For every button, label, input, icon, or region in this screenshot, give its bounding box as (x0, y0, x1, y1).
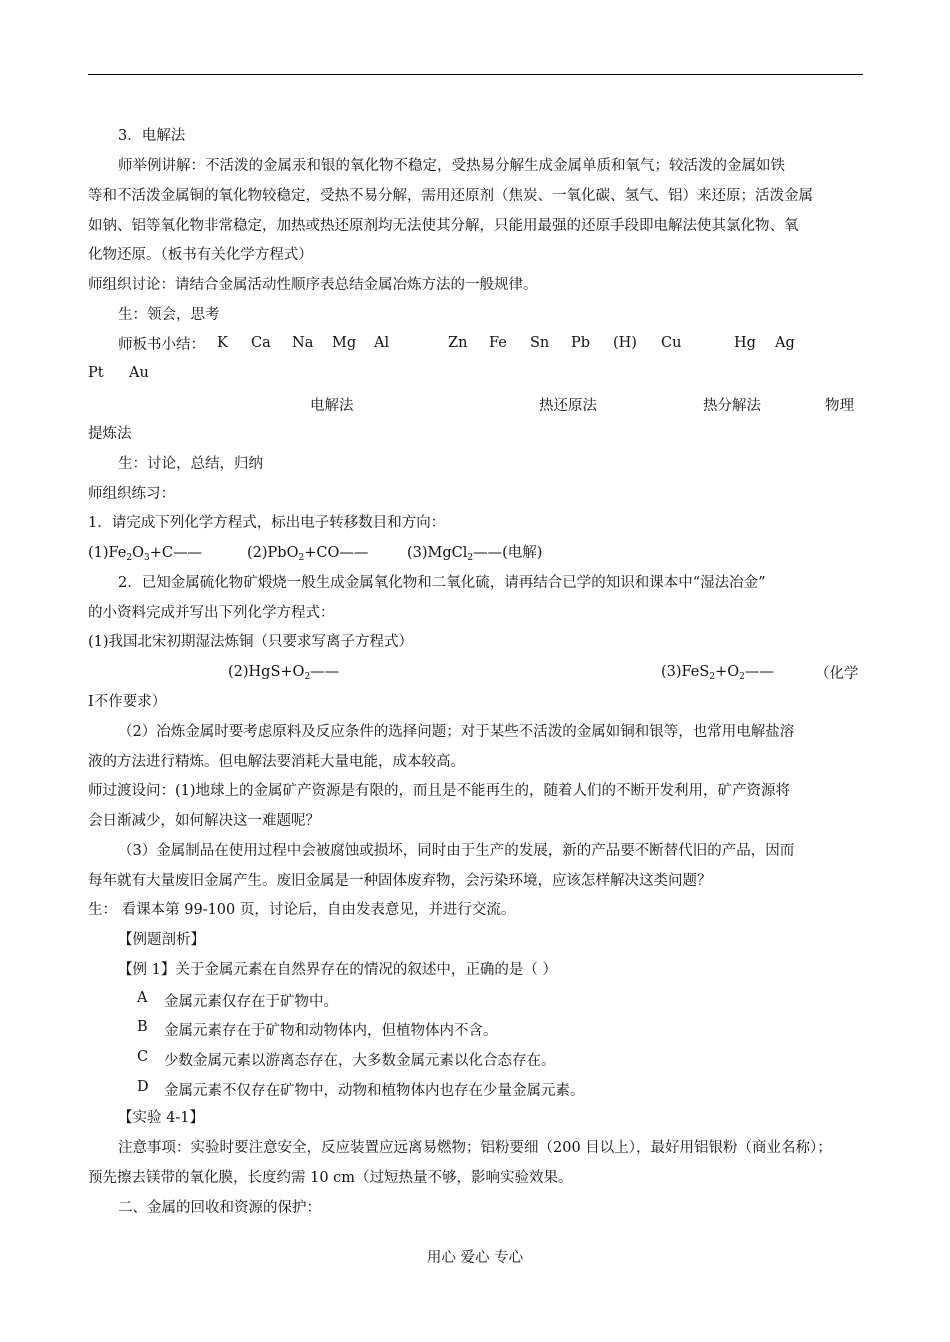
option-a-text: 金属元素仅存在于矿物中。 (164, 994, 338, 1010)
paragraph-line: 等和不活泼金属铜的氧化物较稳定，受热不易分解，需用还原剂（焦炭、一氧化碳、氢气、铝）来还原；活泼金属 (88, 188, 813, 204)
paragraph-line: 注意事项：实验时要注意安全，反应装置应远离易燃物；铝粉要细（200 目以上），最好用铝银粉（商业名称）； (118, 1140, 832, 1156)
equation-4: $(2)HgS+O_2——$ (228, 664, 340, 682)
equation-1: $(1)Fe_2O_3+C——$ (88, 545, 202, 563)
paragraph-line: 生：领会，思考 (118, 307, 220, 323)
option-b-text: 金属元素存在于矿物和动物体内，但植物体内不含。 (164, 1023, 498, 1039)
equation-note: （化学 (815, 666, 859, 682)
paragraph-line: 化物还原。（板书有关化学方程式） (88, 247, 313, 263)
option-d-text: 金属元素不仅存在矿物中，动物和植物体内也存在少量金属元素。 (164, 1083, 585, 1099)
method-label: 提炼法 (88, 426, 132, 442)
paragraph-line: （2）冶炼金属时要考虑原料及反应条件的选择问题；对于某些不活泼的金属如铜和银等，也常用电解盐溶 (118, 724, 795, 740)
element-symbol: Ag (775, 335, 795, 351)
experiment-heading: 【实验 4-1】 (118, 1110, 204, 1126)
paragraph-line: 师组织讨论：请结合金属活动性顺序表总结金属冶炼方法的一般规律。 (88, 277, 538, 293)
paragraph-line: 如钠、铝等氧化物非常稳定，加热或热还原剂均无法使其分解，只能用最强的还原手段即电解法使其氯化物、氧 (88, 218, 799, 234)
section-heading: 二、金属的回收和资源的保护： (118, 1200, 321, 1216)
equation-2: (2)PbO$_2$+CO—— (247, 545, 369, 563)
element-symbol: Na (292, 335, 314, 351)
element-symbol: Cu (661, 335, 682, 351)
element-symbol: Mg (332, 335, 357, 351)
paragraph-line: Ⅰ不作要求） (88, 694, 167, 710)
method-label: 电解法 (310, 398, 354, 414)
element-symbol: Pb (571, 335, 591, 351)
section-heading: 3．电解法 (118, 128, 186, 144)
element-symbol: Sn (530, 335, 550, 351)
element-symbol: Ca (251, 335, 271, 351)
equation-3: (3)MgCl$_2$——(电解) (407, 545, 543, 563)
header-rule (88, 74, 863, 75)
board-summary-label: 师板书小结： (118, 337, 205, 353)
element-symbol: Fe (489, 335, 507, 351)
paragraph-line: 会日渐减少，如何解决这一难题呢？ (88, 813, 320, 829)
option-a-letter: A (137, 990, 148, 1006)
example-question: 【例 1】关于金属元素在自然界存在的情况的叙述中，正确的是（ ） (118, 962, 557, 978)
element-symbol: Au (129, 365, 149, 381)
paragraph-line: 预先擦去镁带的氧化膜，长度约需 10 cm（过短热量不够，影响实验效果。 (88, 1170, 573, 1186)
paragraph-line: 生： 看课本第 99-100 页，讨论后，自由发表意见，并进行交流。 (88, 902, 516, 918)
element-symbol: Zn (448, 335, 468, 351)
paragraph-line: 每年就有大量废旧金属产生。废旧金属是一种固体废弃物，会污染环境，应该怎样解决这类问题？ (88, 873, 712, 889)
paragraph-line: (1)我国北宋初期湿法炼铜（只要求写离子方程式） (88, 634, 414, 650)
paragraph-line: 液的方法进行精炼。但电解法要消耗大量电能，成本较高。 (88, 754, 465, 770)
element-symbol: Hg (734, 335, 756, 351)
paragraph-line: （3）金属制品在使用过程中会被腐蚀或损坏，同时由于生产的发展，新的产品要不断替代旧的产品，因而 (118, 843, 795, 859)
paragraph-line: 2．已知金属硫化物矿煅烧一般生成金属氧化物和二氧化硫，请再结合已学的知识和课本中“湿法冶金” (118, 575, 766, 591)
method-label: 热还原法 (539, 398, 597, 414)
method-label: 物理 (825, 398, 854, 414)
paragraph-line: 师过渡设问：(1)地球上的金属矿产资源是有限的，而且是不能再生的，随着人们的不断开发利用，矿产资源将 (88, 783, 791, 799)
option-b-letter: B (137, 1019, 148, 1035)
example-heading: 【例题剖析】 (118, 932, 205, 948)
option-c-text: 少数金属元素以游离态存在，大多数金属元素以化合态存在。 (164, 1053, 556, 1069)
option-d-letter: D (137, 1079, 149, 1095)
paragraph-line: 师举例讲解：不活泼的金属汞和银的氧化物不稳定，受热易分解生成金属单质和氧气；较活泼的金属如铁 (118, 158, 785, 174)
paragraph-line: 师组织练习： (88, 486, 175, 502)
element-symbol: K (217, 335, 228, 351)
option-c-letter: C (137, 1049, 149, 1065)
paragraph-line: 的小资料完成并写出下列化学方程式： (88, 605, 335, 621)
equation-5: $(3)FeS_2+O_2——$ (661, 664, 774, 682)
method-label: 热分解法 (703, 398, 761, 414)
element-symbol: Pt (88, 365, 104, 381)
paragraph-line: 1．请完成下列化学方程式，标出电子转移数目和方向： (88, 515, 446, 531)
element-symbol: (H) (613, 335, 637, 351)
paragraph-line: 生：讨论，总结，归纳 (118, 456, 263, 472)
page-footer: 用心 爱心 专心 (426, 1250, 524, 1266)
element-symbol: Al (374, 335, 390, 351)
